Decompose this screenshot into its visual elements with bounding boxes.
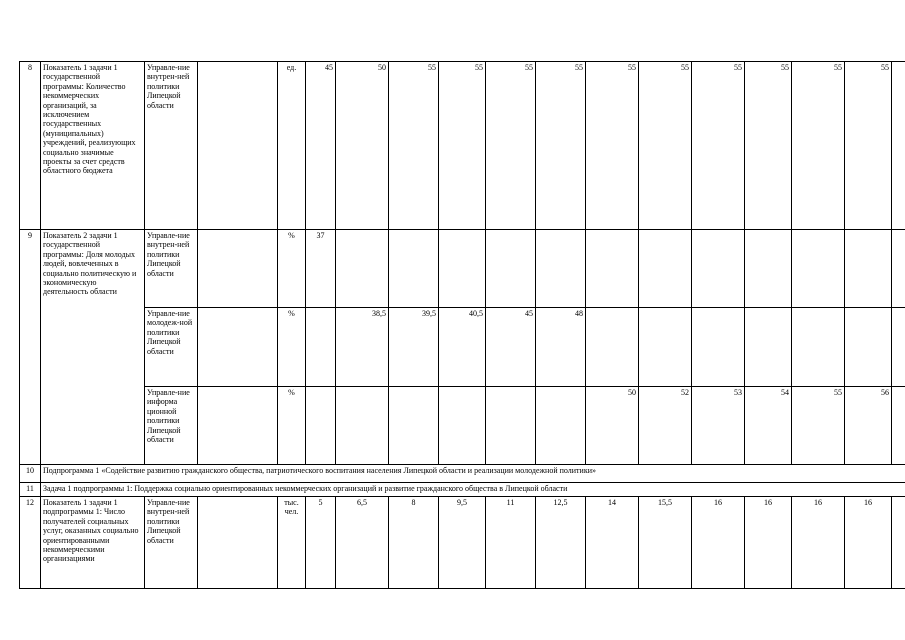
value-cell: 14 xyxy=(586,497,639,589)
value-cell: 45 xyxy=(486,308,536,387)
value-cell xyxy=(692,308,745,387)
table-row-9 xyxy=(20,230,905,308)
indicator-name: Показатель 1 задачи 1 подпрограммы 1: Число получателей социальных услуг, оказанных социально ориентированными некоммерческими организациями xyxy=(41,497,145,589)
value-cell xyxy=(336,230,389,308)
value-cell: 53 xyxy=(692,387,745,465)
indicators-table xyxy=(19,61,905,589)
value-cell: 16 xyxy=(745,497,792,589)
value-cell: 6,5 xyxy=(336,497,389,589)
table-body xyxy=(20,62,905,589)
task-title: Задача 1 подпрограммы 1: Поддержка социально ориентированных некоммерческих организаций и развитие гражданского общества в Липецкой области xyxy=(41,483,905,497)
value-cell xyxy=(389,387,439,465)
value-cell: 39,5 xyxy=(389,308,439,387)
executor-name: Управле-ние внутрен-ней политики Липецкой области xyxy=(145,230,198,308)
value-cell: 55 xyxy=(845,62,892,230)
value-cell: 40,5 xyxy=(439,308,486,387)
unit-cell: % xyxy=(278,230,306,308)
value-cell: 37 xyxy=(306,230,336,308)
value-cell xyxy=(892,308,905,387)
value-cell: 15,5 xyxy=(639,497,692,589)
value-cell: 55 xyxy=(586,62,639,230)
value-cell xyxy=(892,387,905,465)
executor-name: Управле-ние информа ционной политики Липецкой области xyxy=(145,387,198,465)
indicator-name: Показатель 1 задачи 1 государственной программы: Количество некоммерческих организаций, за исключением государственных (муниципальных) учреждений, реализующих социально значимые проекты за счет средств областного бюджета xyxy=(41,62,145,230)
table-row-10 xyxy=(20,465,905,483)
executor-name: Управле-ние внутрен-ней политики Липецкой области xyxy=(145,497,198,589)
value-cell: 55 xyxy=(389,62,439,230)
value-cell: 55 xyxy=(692,62,745,230)
value-cell: 54 xyxy=(745,387,792,465)
value-cell: 9,5 xyxy=(439,497,486,589)
value-cell: 50 xyxy=(586,387,639,465)
table-subrow xyxy=(20,387,905,465)
empty-cell xyxy=(198,62,278,230)
value-cell: 16 xyxy=(792,497,845,589)
value-cell xyxy=(439,230,486,308)
table-row-8 xyxy=(20,62,905,230)
value-cell xyxy=(536,387,586,465)
empty-cell xyxy=(198,497,278,589)
value-cell: 56 xyxy=(845,387,892,465)
row-number: 8 xyxy=(20,62,41,230)
executor-name: Управле-ние внутрен-ней политики Липецкой области xyxy=(145,62,198,230)
value-cell xyxy=(845,230,892,308)
value-cell xyxy=(586,230,639,308)
value-cell: 55 xyxy=(536,62,586,230)
value-cell xyxy=(389,230,439,308)
empty-cell xyxy=(198,308,278,387)
value-cell xyxy=(892,230,905,308)
table-row-12 xyxy=(20,497,905,589)
value-cell xyxy=(792,308,845,387)
value-cell: 16 xyxy=(845,497,892,589)
value-cell: 12,5 xyxy=(536,497,586,589)
value-cell: 55 xyxy=(486,62,536,230)
value-cell xyxy=(892,62,905,230)
value-cell: 38,5 xyxy=(336,308,389,387)
value-cell xyxy=(536,230,586,308)
value-cell xyxy=(792,230,845,308)
value-cell: 55 xyxy=(745,62,792,230)
row-number: 10 xyxy=(20,465,41,483)
value-cell: 55 xyxy=(792,387,845,465)
value-cell xyxy=(586,308,639,387)
table-subrow xyxy=(20,308,905,387)
unit-cell: ед. xyxy=(278,62,306,230)
value-cell xyxy=(692,230,745,308)
value-cell: 8 xyxy=(389,497,439,589)
value-cell: 11 xyxy=(486,497,536,589)
indicator-name: Показатель 2 задачи 1 государственной программы: Доля молодых людей, вовлеченных в социально политическую и экономическую деятельность области xyxy=(41,230,145,465)
value-cell xyxy=(845,308,892,387)
value-cell: 55 xyxy=(439,62,486,230)
value-cell: 48 xyxy=(536,308,586,387)
unit-cell: % xyxy=(278,387,306,465)
unit-cell: % xyxy=(278,308,306,387)
value-cell xyxy=(639,308,692,387)
row-number: 12 xyxy=(20,497,41,589)
unit-cell: тыс. чел. xyxy=(278,497,306,589)
value-cell xyxy=(639,230,692,308)
value-cell xyxy=(439,387,486,465)
empty-cell xyxy=(198,387,278,465)
value-cell: 16 xyxy=(692,497,745,589)
executor-name: Управле-ние молодеж-ной политики Липецкой области xyxy=(145,308,198,387)
value-cell: 55 xyxy=(792,62,845,230)
value-cell: 52 xyxy=(639,387,692,465)
value-cell xyxy=(306,387,336,465)
row-number: 11 xyxy=(20,483,41,497)
value-cell xyxy=(486,230,536,308)
value-cell xyxy=(745,308,792,387)
table-row-11 xyxy=(20,483,905,497)
value-cell xyxy=(745,230,792,308)
row-number: 9 xyxy=(20,230,41,465)
value-cell xyxy=(306,308,336,387)
value-cell xyxy=(486,387,536,465)
value-cell: 50 xyxy=(336,62,389,230)
value-cell: 55 xyxy=(639,62,692,230)
subprogram-title: Подпрограмма 1 «Содействие развитию гражданского общества, патриотического воспитания населения Липецкой области и реализации молодежной политики» xyxy=(41,465,905,483)
value-cell xyxy=(336,387,389,465)
value-cell xyxy=(892,497,905,589)
value-cell: 45 xyxy=(306,62,336,230)
value-cell: 5 xyxy=(306,497,336,589)
empty-cell xyxy=(198,230,278,308)
